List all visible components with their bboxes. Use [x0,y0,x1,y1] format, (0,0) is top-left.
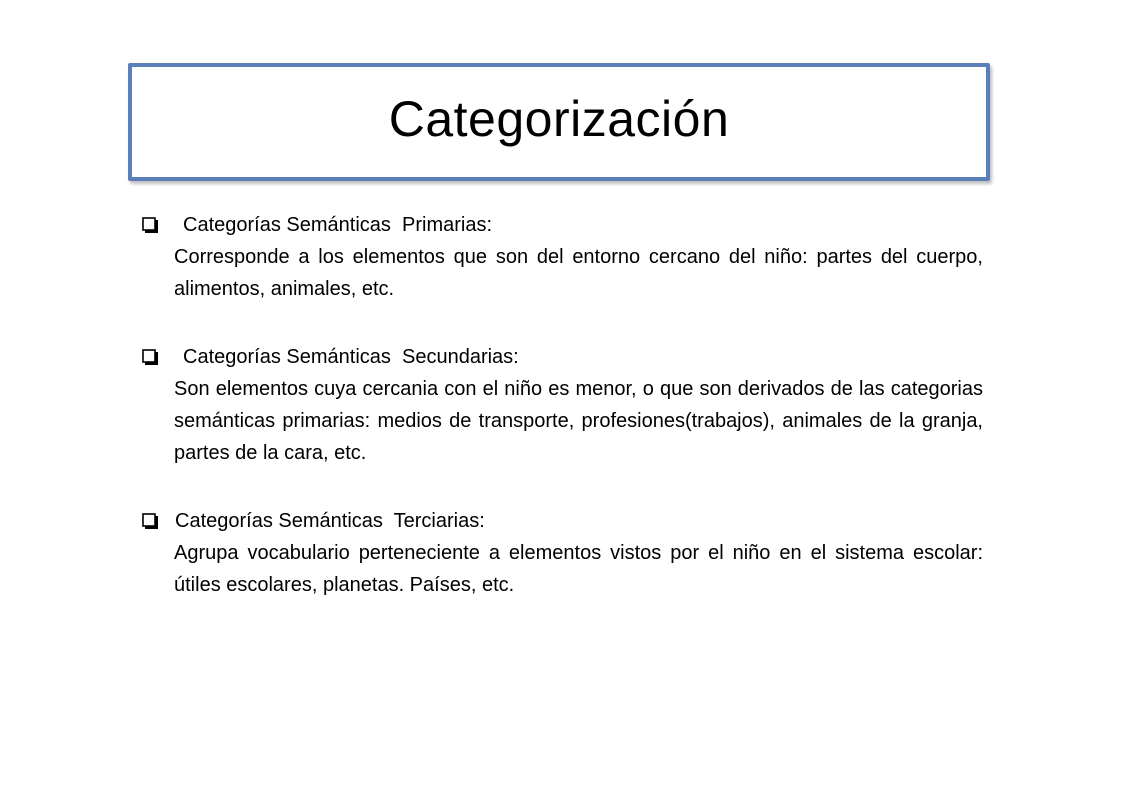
content-area [142,209,983,601]
section-primarias [142,209,983,305]
section-body: Son elementos cuya cercania con el niño es menor, o que son derivados de las categorias semánticas primarias: medios de transporte, profesiones(trabajos), animales de la granja, partes de la cara, etc. [174,378,983,464]
section-body: Corresponde a los elementos que son del entorno cercano del niño: partes del cuerpo, alimentos, animales, etc. [174,246,983,300]
section-terciarias [142,505,983,601]
section-heading-text: Categorías Semánticas Terciarias: [175,510,485,532]
title-box [128,63,990,181]
slide-title: Categorización [388,91,730,147]
checkbox-bullet-icon [142,513,159,530]
section-heading [142,505,983,537]
checkbox-bullet-icon [142,349,159,366]
section-secundarias [142,341,983,469]
section-heading-text: Categorías Semánticas Secundarias: [183,346,519,368]
section-body: Agrupa vocabulario perteneciente a elementos vistos por el niño en el sistema escolar: útiles escolares, planetas. Países, etc. [174,542,983,596]
section-heading [142,341,983,373]
section-heading-text: Categorías Semánticas Primarias: [183,214,493,236]
checkbox-bullet-icon [142,217,159,234]
section-heading [142,209,983,241]
